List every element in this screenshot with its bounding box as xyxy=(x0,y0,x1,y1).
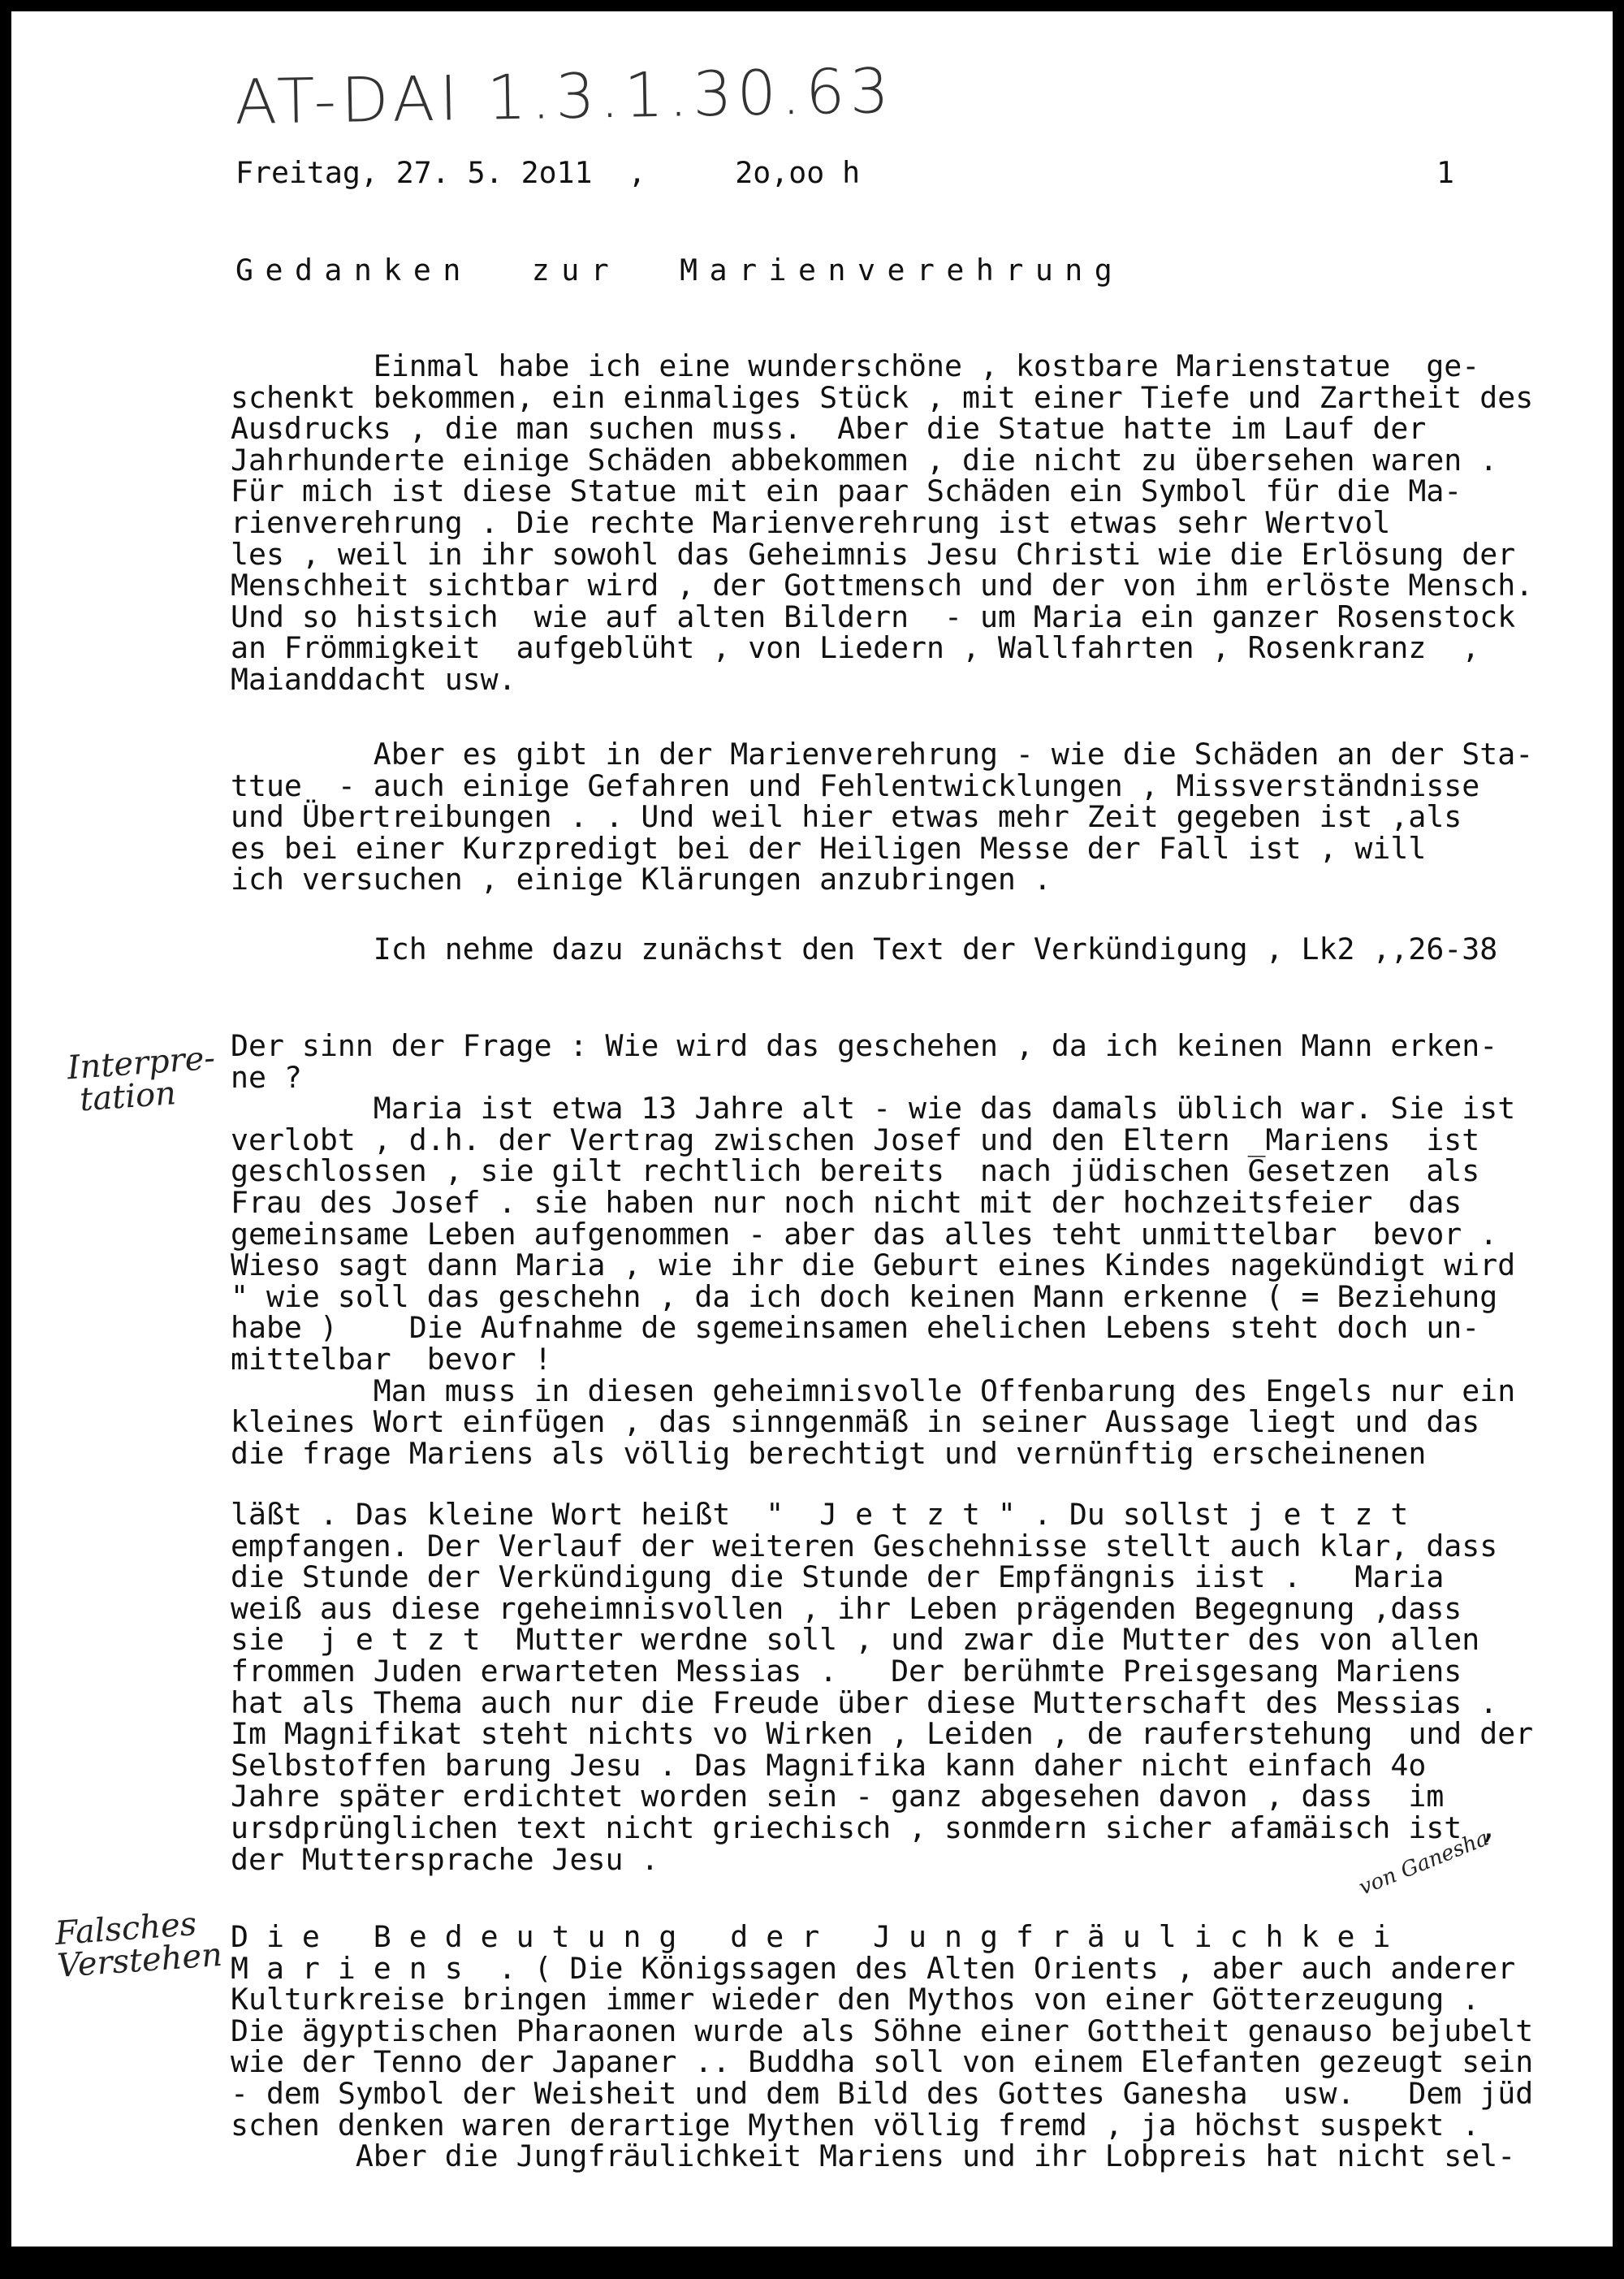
text-line: Wieso sagt dann Maria , wie ihr die Geburt eines Kindes nagekündigt wird xyxy=(231,1248,1516,1283)
text-line: Selbstoffen barung Jesu . Das Magnifika kann daher nicht einfach 4o xyxy=(231,1747,1427,1783)
text-line: ne ? xyxy=(231,1059,302,1095)
text-line: M a r i e n s . ( Die Königssagen des Alten Orients , aber auch anderer xyxy=(231,1950,1516,1986)
text-line: Für mich ist diese Statue mit ein paar Schäden ein Symbol für die Ma- xyxy=(231,474,1462,509)
handwritten-insertion: von Ganesha xyxy=(1355,1826,1492,1901)
text-line: läßt . Das kleine Wort heißt " J e t z t " . Du sollst j e t z t xyxy=(231,1497,1409,1532)
text-line: hat als Thema auch nur die Freude über diese Mutterschaft des Messias . xyxy=(231,1684,1498,1720)
text-line: der Muttersprache Jesu . xyxy=(231,1841,659,1877)
text-line: Jahrhunderte einige Schäden abbekommen , die nicht zu übersehen waren . xyxy=(231,442,1498,478)
text-line: " wie soll das geschehn , da ich doch keinen Mann erkenne ( = Beziehung xyxy=(231,1278,1498,1314)
text-line: wie der Tenno der Japaner .. Buddha soll von einem Elefanten gezeugt sein xyxy=(231,2044,1534,2080)
text-line: Aber die Jungfräulichkeit Mariens und ihr Lobpreis hat nicht sel- xyxy=(231,2138,1516,2174)
text-line: an Frömmigkeit aufgeblüht , von Liedern , Wallfahrten , Rosenkranz , xyxy=(231,630,1480,666)
text-line: les , weil in ihr sowohl das Geheimnis Jesu Christi wie die Erlösung der xyxy=(231,536,1516,572)
text-line: Die ägyptischen Pharaonen wurde als Söhne einer Gottheit genauso bejubelt xyxy=(231,2013,1534,2048)
document-page xyxy=(11,11,1613,2247)
paragraph-3 xyxy=(231,934,1497,966)
text-line: und Übertreibungen . . Und weil hier etwas mehr Zeit gegeben ist ,als xyxy=(231,799,1462,835)
text-line: weiß aus diese rgeheimnisvollen , ihr Leben prägenden Begegnung ,dass xyxy=(231,1590,1462,1626)
text-line: Im Magnifikat steht nichts vo Wirken , Leiden , de rauferstehung und der xyxy=(231,1716,1534,1752)
text-line: - dem Symbol der Weisheit und dem Bild des Gottes Ganesha usw. Dem jüd xyxy=(231,2075,1534,2111)
text-line: empfangen. Der Verlauf der weiteren Geschehnisse stellt auch klar, dass xyxy=(231,1528,1498,1563)
text-line: Ich nehme dazu zunächst den Text der Verkündigung , Lk2 ,,26-38 xyxy=(231,932,1498,967)
text-line: Frau des Josef . sie haben nur noch nicht mit der hochzeitsfeier das xyxy=(231,1184,1462,1220)
text-line: Aber es gibt in der Marienverehrung - wie die Schäden an der Sta- xyxy=(231,737,1534,772)
text-line: Einmal habe ich eine wunderschöne , kostbare Marienstatue ge- xyxy=(231,348,1480,383)
paragraph-1 xyxy=(231,348,1534,697)
text-line: ttue - auch einige Gefahren und Fehlentwicklungen , Missverständnisse xyxy=(231,768,1480,803)
text-line: Kulturkreise bringen immer wieder den Mythos von einer Götterzeugung . xyxy=(231,1982,1480,2017)
text-line: Ausdrucks , die man suchen muss. Aber die Statue hatte im Lauf der xyxy=(231,411,1427,447)
paragraph-5 xyxy=(231,1499,1533,1875)
paragraph-2 xyxy=(231,739,1533,896)
text-line: geschlossen , sie gilt rechtlich bereits nach jüdischen Gesetzen als xyxy=(231,1153,1480,1189)
text-line: Maria ist etwa 13 Jahre alt - wie das damals üblich war. Sie ist xyxy=(231,1091,1516,1127)
text-line: ich versuchen , einige Klärungen anzubringen . xyxy=(231,862,1052,897)
document-title: Gedanken zur Marienverehrung xyxy=(235,253,1125,288)
text-line: Man muss in diesen geheimnisvolle Offenbarung des Engels nur ein xyxy=(231,1373,1516,1408)
text-line: schenkt bekommen, ein einmaliges Stück , mit einer Tiefe und Zartheit des xyxy=(231,379,1534,415)
text-line: ursdprünglichen text nicht griechisch , sonmdern sicher afamäisch ist , xyxy=(231,1810,1498,1845)
text-line: habe ) Die Aufnahme de sgemeinsamen ehelichen Lebens steht doch un- xyxy=(231,1310,1480,1346)
text-line: mittelbar bevor ! xyxy=(231,1341,552,1377)
text-line: es bei einer Kurzpredigt bei der Heiligen Messe der Fall ist , will xyxy=(231,830,1427,866)
text-line: Jahre später erdichtet worden sein - ganz abgesehen davon , dass im xyxy=(231,1779,1445,1814)
text-line: rienverehrung . Die rechte Marienverehrung ist etwas sehr Wertvol xyxy=(231,504,1391,540)
text-line: frommen Juden erwarteten Messias . Der berühmte Preisgesang Mariens xyxy=(231,1653,1462,1689)
text-line: gemeinsame Leben aufgenommen - aber das alles teht unmittelbar bevor . xyxy=(231,1216,1498,1252)
paragraph-6 xyxy=(231,1919,1534,2174)
text-line: Menschheit sichtbar wird , der Gottmensch und der von ihm erlöste Mensch. xyxy=(231,568,1534,603)
margin-note-false-understanding: Falsches Verstehen xyxy=(54,1905,224,1985)
page-number: 1 xyxy=(1436,155,1454,190)
text-line: verlobt , d.h. der Vertrag zwischen Josef und den Eltern _Mariens ist xyxy=(231,1122,1480,1157)
archive-number: AT-DAI 1.3.1.30.63 xyxy=(234,54,895,139)
text-line: sie j e t z t Mutter werdne soll , und zwar die Mutter des von allen xyxy=(231,1622,1480,1658)
text-line: Und so histsich wie auf alten Bildern - um Maria ein ganzer Rosenstock xyxy=(231,599,1516,634)
paragraph-4 xyxy=(231,1028,1516,1471)
text-line: die Stunde der Verkündigung die Stunde der Empfängnis iist . Maria xyxy=(231,1559,1445,1595)
text-line: Der sinn der Frage : Wie wird das geschehen , da ich keinen Mann erken- xyxy=(231,1028,1498,1063)
text-line: die frage Mariens als völlig berechtigt und vernünftig erscheinenen xyxy=(231,1435,1427,1471)
text-line: kleines Wort einfügen , das sinngenmäß in seiner Aussage liegt und das xyxy=(231,1404,1480,1440)
margin-note-interpretation: Interpre- tation xyxy=(66,1039,217,1120)
text-line: Maianddacht usw. xyxy=(231,661,516,697)
text-line: schen denken waren derartige Mythen völlig fremd , ja höchst suspekt . xyxy=(231,2107,1480,2143)
text-line: D i e B e d e u t u n g d e r J u n g f r ä u l i c h k e i xyxy=(231,1919,1391,1954)
date-line: Freitag, 27. 5. 2o11 , 2o,oo h xyxy=(235,155,861,190)
